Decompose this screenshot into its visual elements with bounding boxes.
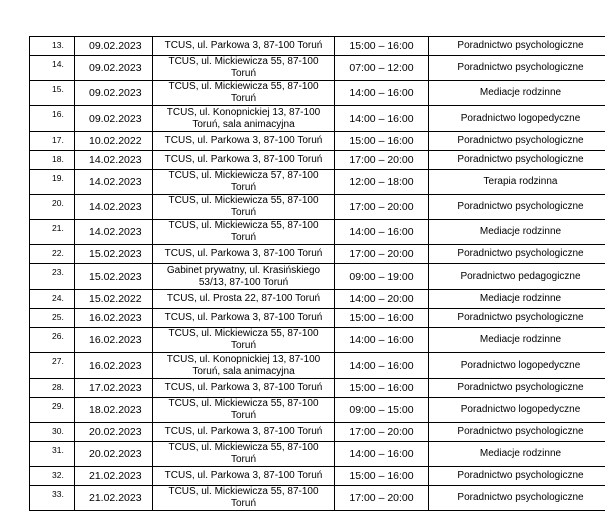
- row-service: Poradnictwo logopedyczne: [429, 398, 605, 423]
- row-service: Poradnictwo psychologiczne: [429, 379, 605, 398]
- row-number: 23.: [30, 264, 75, 290]
- table-row: [30, 442, 605, 467]
- row-time: 14:00 – 16:00: [335, 442, 429, 467]
- row-date: 09.02.2023: [75, 56, 153, 81]
- row-location: TCUS, ul. Mickiewicza 55, 87-100 Toruń: [153, 442, 335, 467]
- row-location: TCUS, ul. Mickiewicza 55, 87-100 Toruń: [153, 81, 335, 106]
- row-service: Poradnictwo psychologiczne: [429, 151, 605, 170]
- row-service: Mediacje rodzinne: [429, 328, 605, 353]
- row-number: 31.: [30, 442, 75, 467]
- table-row: [30, 170, 605, 195]
- row-location: TCUS, ul. Mickiewicza 55, 87-100 Toruń: [153, 195, 335, 220]
- table-row: [30, 379, 605, 398]
- row-number: 29.: [30, 398, 75, 423]
- table-row: [30, 467, 605, 486]
- row-date: 15.02.2023: [75, 245, 153, 264]
- row-date: 14.02.2023: [75, 170, 153, 195]
- row-service: Poradnictwo psychologiczne: [429, 486, 605, 511]
- row-date: 21.02.2023: [75, 486, 153, 511]
- row-number: 19.: [30, 170, 75, 195]
- row-time: 14:00 – 16:00: [335, 106, 429, 132]
- row-location: TCUS, ul. Parkowa 3, 87-100 Toruń: [153, 423, 335, 442]
- table-row: [30, 290, 605, 309]
- row-date: 16.02.2023: [75, 353, 153, 379]
- row-date: 14.02.2023: [75, 220, 153, 245]
- table-row: [30, 132, 605, 151]
- row-service: Mediacje rodzinne: [429, 81, 605, 106]
- row-date: 20.02.2023: [75, 442, 153, 467]
- row-number: 27.: [30, 353, 75, 379]
- row-number: 22.: [30, 245, 75, 264]
- row-location: TCUS, ul. Mickiewicza 55, 87-100 Toruń: [153, 56, 335, 81]
- schedule-body: [30, 37, 605, 511]
- row-number: 16.: [30, 106, 75, 132]
- row-date: 09.02.2023: [75, 81, 153, 106]
- table-row: [30, 264, 605, 290]
- row-time: 15:00 – 16:00: [335, 37, 429, 56]
- row-service: Poradnictwo psychologiczne: [429, 195, 605, 220]
- row-location: TCUS, ul. Prosta 22, 87-100 Toruń: [153, 290, 335, 309]
- table-row: [30, 195, 605, 220]
- table-row: [30, 81, 605, 106]
- table-row: [30, 56, 605, 81]
- table-row: [30, 398, 605, 423]
- row-date: 10.02.2022: [75, 132, 153, 151]
- row-location: TCUS, ul. Parkowa 3, 87-100 Toruń: [153, 245, 335, 264]
- row-time: 17:00 – 20:00: [335, 151, 429, 170]
- row-service: Mediacje rodzinne: [429, 290, 605, 309]
- row-number: 24.: [30, 290, 75, 309]
- row-date: 09.02.2023: [75, 106, 153, 132]
- row-location: TCUS, ul. Parkowa 3, 87-100 Toruń: [153, 309, 335, 328]
- row-service: Poradnictwo pedagogiczne: [429, 264, 605, 290]
- table-row: [30, 245, 605, 264]
- row-time: 17:00 – 20:00: [335, 486, 429, 511]
- row-service: Poradnictwo psychologiczne: [429, 467, 605, 486]
- row-time: 14:00 – 20:00: [335, 290, 429, 309]
- table-row: [30, 423, 605, 442]
- row-location: Gabinet prywatny, ul. Krasińskiego 53/13, 87-100 Toruń: [153, 264, 335, 290]
- row-location: TCUS, ul. Mickiewicza 55, 87-100 Toruń: [153, 486, 335, 511]
- row-number: 18.: [30, 151, 75, 170]
- row-time: 07:00 – 12:00: [335, 56, 429, 81]
- row-date: 15.02.2022: [75, 290, 153, 309]
- table-row: [30, 151, 605, 170]
- table-row: [30, 106, 605, 132]
- row-time: 14:00 – 16:00: [335, 353, 429, 379]
- row-time: 14:00 – 16:00: [335, 328, 429, 353]
- row-location: TCUS, ul. Parkowa 3, 87-100 Toruń: [153, 467, 335, 486]
- row-service: Terapia rodzinna: [429, 170, 605, 195]
- row-service: Poradnictwo psychologiczne: [429, 245, 605, 264]
- row-time: 15:00 – 16:00: [335, 467, 429, 486]
- row-number: 14.: [30, 56, 75, 81]
- row-time: 17:00 – 20:00: [335, 195, 429, 220]
- row-service: Poradnictwo psychologiczne: [429, 309, 605, 328]
- row-time: 17:00 – 20:00: [335, 423, 429, 442]
- row-location: TCUS, ul. Parkowa 3, 87-100 Toruń: [153, 379, 335, 398]
- row-service: Mediacje rodzinne: [429, 220, 605, 245]
- row-number: 28.: [30, 379, 75, 398]
- row-location: TCUS, ul. Mickiewicza 55, 87-100 Toruń: [153, 398, 335, 423]
- row-number: 15.: [30, 81, 75, 106]
- row-time: 15:00 – 16:00: [335, 379, 429, 398]
- table-row: [30, 328, 605, 353]
- row-service: Poradnictwo psychologiczne: [429, 423, 605, 442]
- row-time: 12:00 – 18:00: [335, 170, 429, 195]
- table-row: [30, 220, 605, 245]
- row-location: TCUS, ul. Konopnickiej 13, 87-100 Toruń, sala animacyjna: [153, 106, 335, 132]
- row-location: TCUS, ul. Mickiewicza 55, 87-100 Toruń: [153, 328, 335, 353]
- row-time: 15:00 – 16:00: [335, 132, 429, 151]
- row-service: Poradnictwo logopedyczne: [429, 353, 605, 379]
- row-date: 21.02.2023: [75, 467, 153, 486]
- table-row: [30, 486, 605, 511]
- row-number: 32.: [30, 467, 75, 486]
- row-location: TCUS, ul. Parkowa 3, 87-100 Toruń: [153, 132, 335, 151]
- row-date: 20.02.2023: [75, 423, 153, 442]
- row-service: Poradnictwo psychologiczne: [429, 37, 605, 56]
- row-date: 15.02.2023: [75, 264, 153, 290]
- table-row: [30, 353, 605, 379]
- row-service: Poradnictwo psychologiczne: [429, 56, 605, 81]
- row-location: TCUS, ul. Konopnickiej 13, 87-100 Toruń, sala animacyjna: [153, 353, 335, 379]
- schedule-table: [29, 36, 605, 511]
- row-number: 26.: [30, 328, 75, 353]
- row-time: 09:00 – 19:00: [335, 264, 429, 290]
- row-date: 18.02.2023: [75, 398, 153, 423]
- row-number: 13.: [30, 37, 75, 56]
- row-date: 16.02.2023: [75, 309, 153, 328]
- row-date: 17.02.2023: [75, 379, 153, 398]
- row-date: 16.02.2023: [75, 328, 153, 353]
- row-time: 09:00 – 15:00: [335, 398, 429, 423]
- row-location: TCUS, ul. Mickiewicza 57, 87-100 Toruń: [153, 170, 335, 195]
- row-service: Poradnictwo logopedyczne: [429, 106, 605, 132]
- row-location: TCUS, ul. Mickiewicza 55, 87-100 Toruń: [153, 220, 335, 245]
- row-number: 21.: [30, 220, 75, 245]
- row-location: TCUS, ul. Parkowa 3, 87-100 Toruń: [153, 151, 335, 170]
- row-number: 17.: [30, 132, 75, 151]
- table-row: [30, 309, 605, 328]
- row-date: 09.02.2023: [75, 37, 153, 56]
- table-row: [30, 37, 605, 56]
- row-number: 25.: [30, 309, 75, 328]
- row-number: 20.: [30, 195, 75, 220]
- row-number: 30.: [30, 423, 75, 442]
- row-number: 33.: [30, 486, 75, 511]
- row-service: Poradnictwo psychologiczne: [429, 132, 605, 151]
- row-time: 14:00 – 16:00: [335, 81, 429, 106]
- row-time: 15:00 – 16:00: [335, 309, 429, 328]
- row-date: 14.02.2023: [75, 195, 153, 220]
- row-location: TCUS, ul. Parkowa 3, 87-100 Toruń: [153, 37, 335, 56]
- row-date: 14.02.2023: [75, 151, 153, 170]
- row-time: 14:00 – 16:00: [335, 220, 429, 245]
- row-service: Mediacje rodzinne: [429, 442, 605, 467]
- row-time: 17:00 – 20:00: [335, 245, 429, 264]
